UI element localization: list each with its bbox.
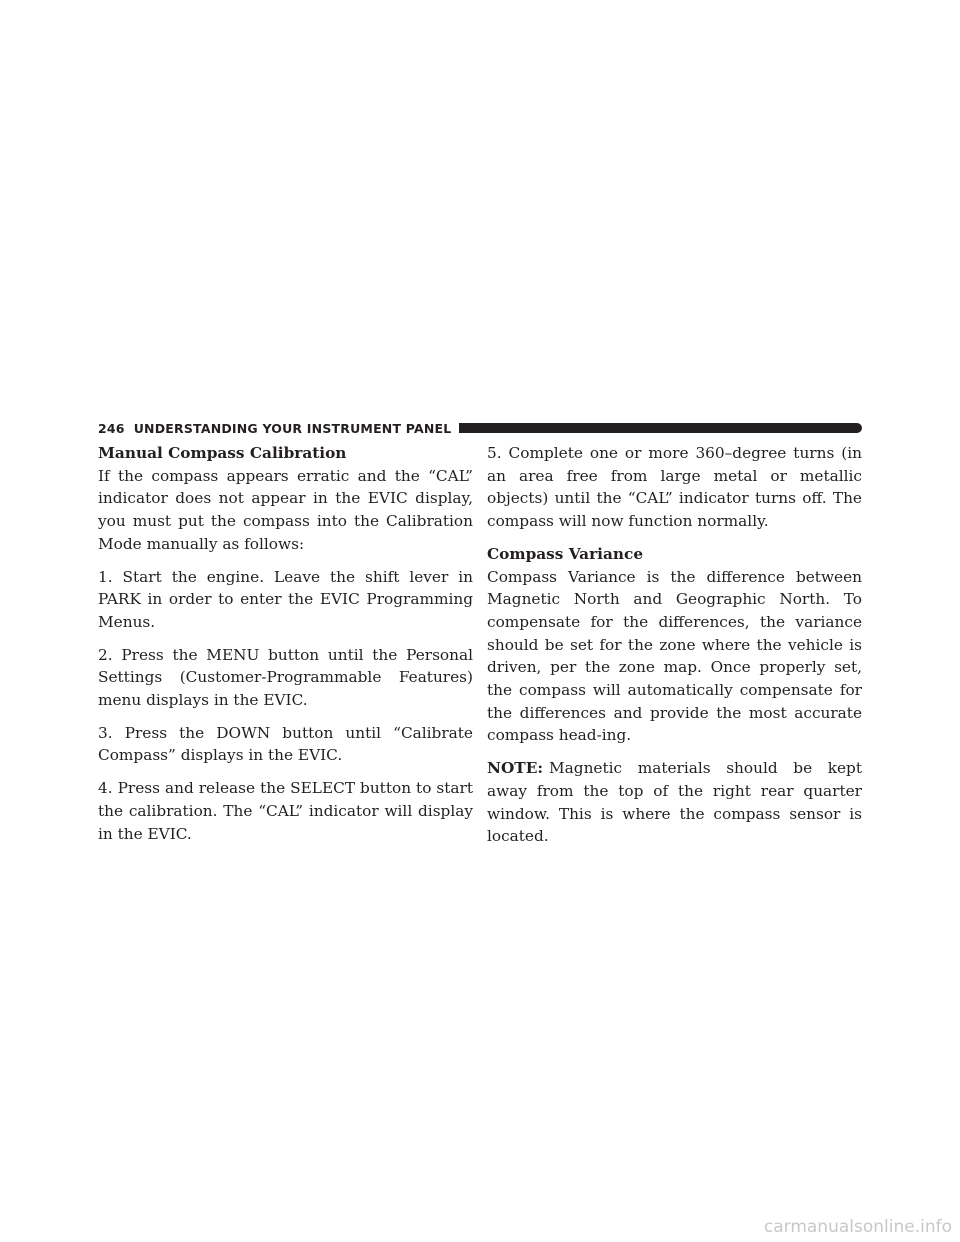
note-label: NOTE: xyxy=(487,759,543,778)
watermark: carmanualsonline.info xyxy=(763,1217,952,1237)
header-bar xyxy=(459,423,862,433)
step-3: 3. Press the DOWN button until “Calibrate Compass” displays in the EVIC. xyxy=(98,723,473,765)
step-2: 2. Press the MENU button until the Personal Settings (Customer-Programmable Features) menu displays in the EVIC. xyxy=(98,645,473,710)
intro-paragraph: If the compass appears erratic and the “CAL” indicator does not appear in the EVIC display, you must put the compass into the Calibration Mode manually as follows: xyxy=(98,466,473,553)
note-paragraph xyxy=(487,757,862,848)
heading-compass-variance: Compass Variance xyxy=(487,544,644,563)
right-column xyxy=(487,442,862,858)
page-header xyxy=(98,418,862,438)
section-title: UNDERSTANDING YOUR INSTRUMENT PANEL xyxy=(133,420,452,436)
step-4: 4. Press and release the SELECT button to start the calibration. The “CAL” indicator will display in the EVIC. xyxy=(98,779,473,843)
heading-manual-compass-calibration: Manual Compass Calibration xyxy=(98,444,347,462)
left-column xyxy=(98,442,473,855)
variance-paragraph: Compass Variance is the difference between Magnetic North and Geographic North. To compensate for the differences, the variance should be set for the zone where the vehicle is driven, per the zone map. Once properly set, the compass will automatically compensate for the differences and provide the most accurate compass head-ing. xyxy=(487,567,862,745)
note-text: Magnetic materials should be kept away from the top of the right rear quarter window. This is where the compass sensor is located. xyxy=(487,759,862,846)
step-5: 5. Complete one or more 360–degree turns (in an area free from large metal or metallic objects) until the “CAL” indicator turns off. The compass will now function normally. xyxy=(487,444,862,531)
step-1: 1. Start the engine. Leave the shift lever in PARK in order to enter the EVIC Programming Menus. xyxy=(98,567,473,631)
page-number: 246 xyxy=(98,420,125,436)
